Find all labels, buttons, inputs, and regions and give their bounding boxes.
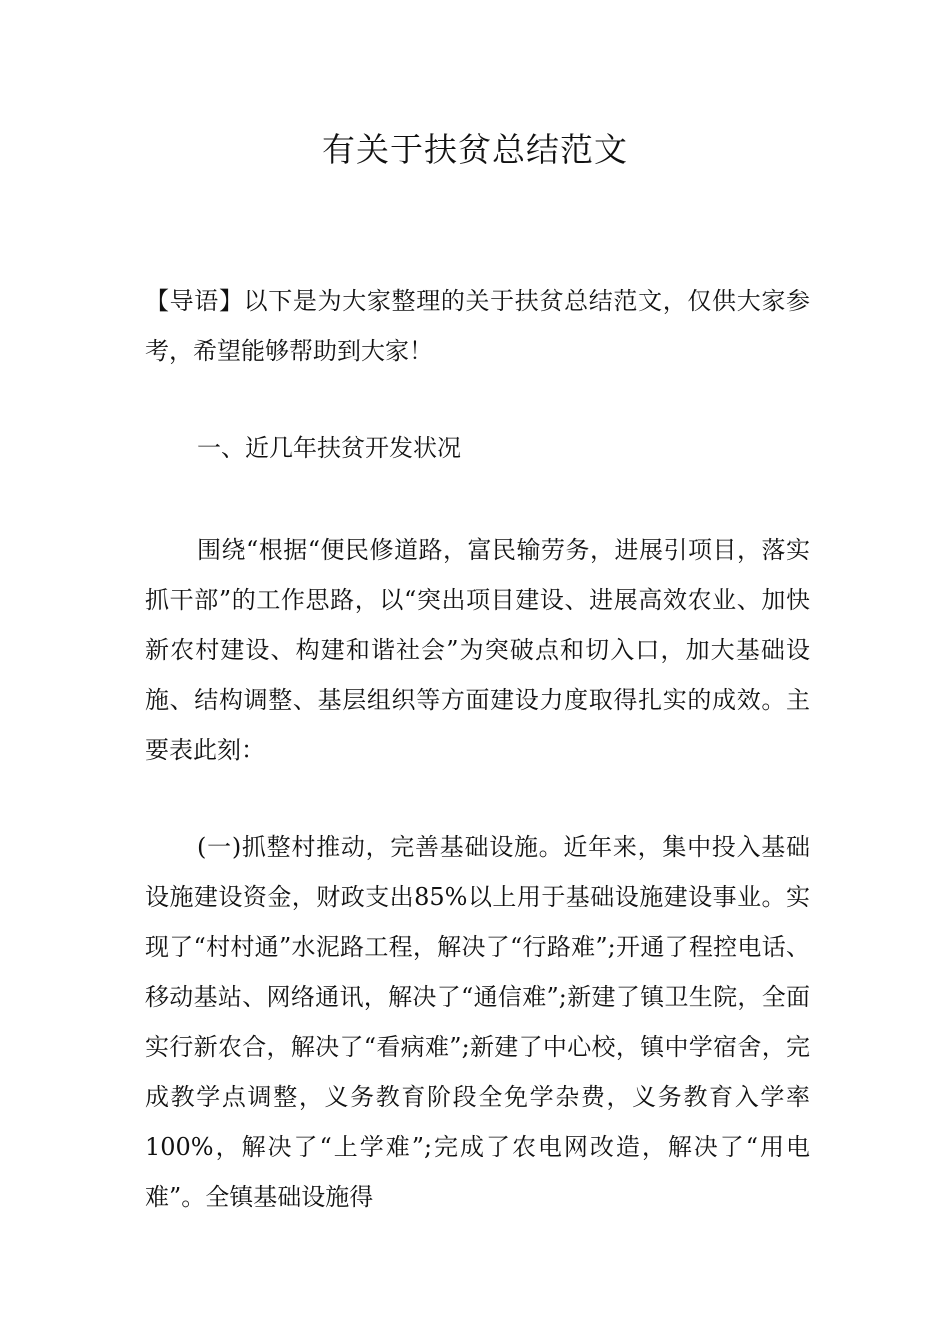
intro-paragraph: 【导语】以下是为大家整理的关于扶贫总结范文，仅供大家参考，希望能够帮助到大家！ <box>145 287 810 365</box>
body-paragraph-2: (一)抓整村推动，完善基础设施。近年来，集中投入基础设施建设资金，财政支出85%以上用于基础设施建设事业。实现了“村村通”水泥路工程，解决了“行路难”;开通了程控电话、移动基站、网络通讯，解决了“通信难”;新建了镇卫生院，全面实行新农合，解决了“看病难”;新建了中心校，镇中学宿舍，完成教学点调整，义务教育阶段全免学杂费，义务教育入学率100%，解决了“上学难”;完成了农电网改造，解决了“用电难”。全镇基础设施得 <box>145 833 810 1211</box>
document-title: 有关于扶贫总结范文 <box>322 130 628 169</box>
section-heading: 一、近几年扶贫开发状况 <box>197 434 461 462</box>
body-paragraph-1: 围绕“根据“便民修道路，富民输劳务，进展引项目，落实抓干部”的工作思路，以“突出项目建设、进展高效农业、加快新农村建设、构建和谐社会”为突破点和切入口，加大基础设施、结构调整、基层组织等方面建设力度取得扎实的成效。主要表此刻： <box>145 536 810 764</box>
